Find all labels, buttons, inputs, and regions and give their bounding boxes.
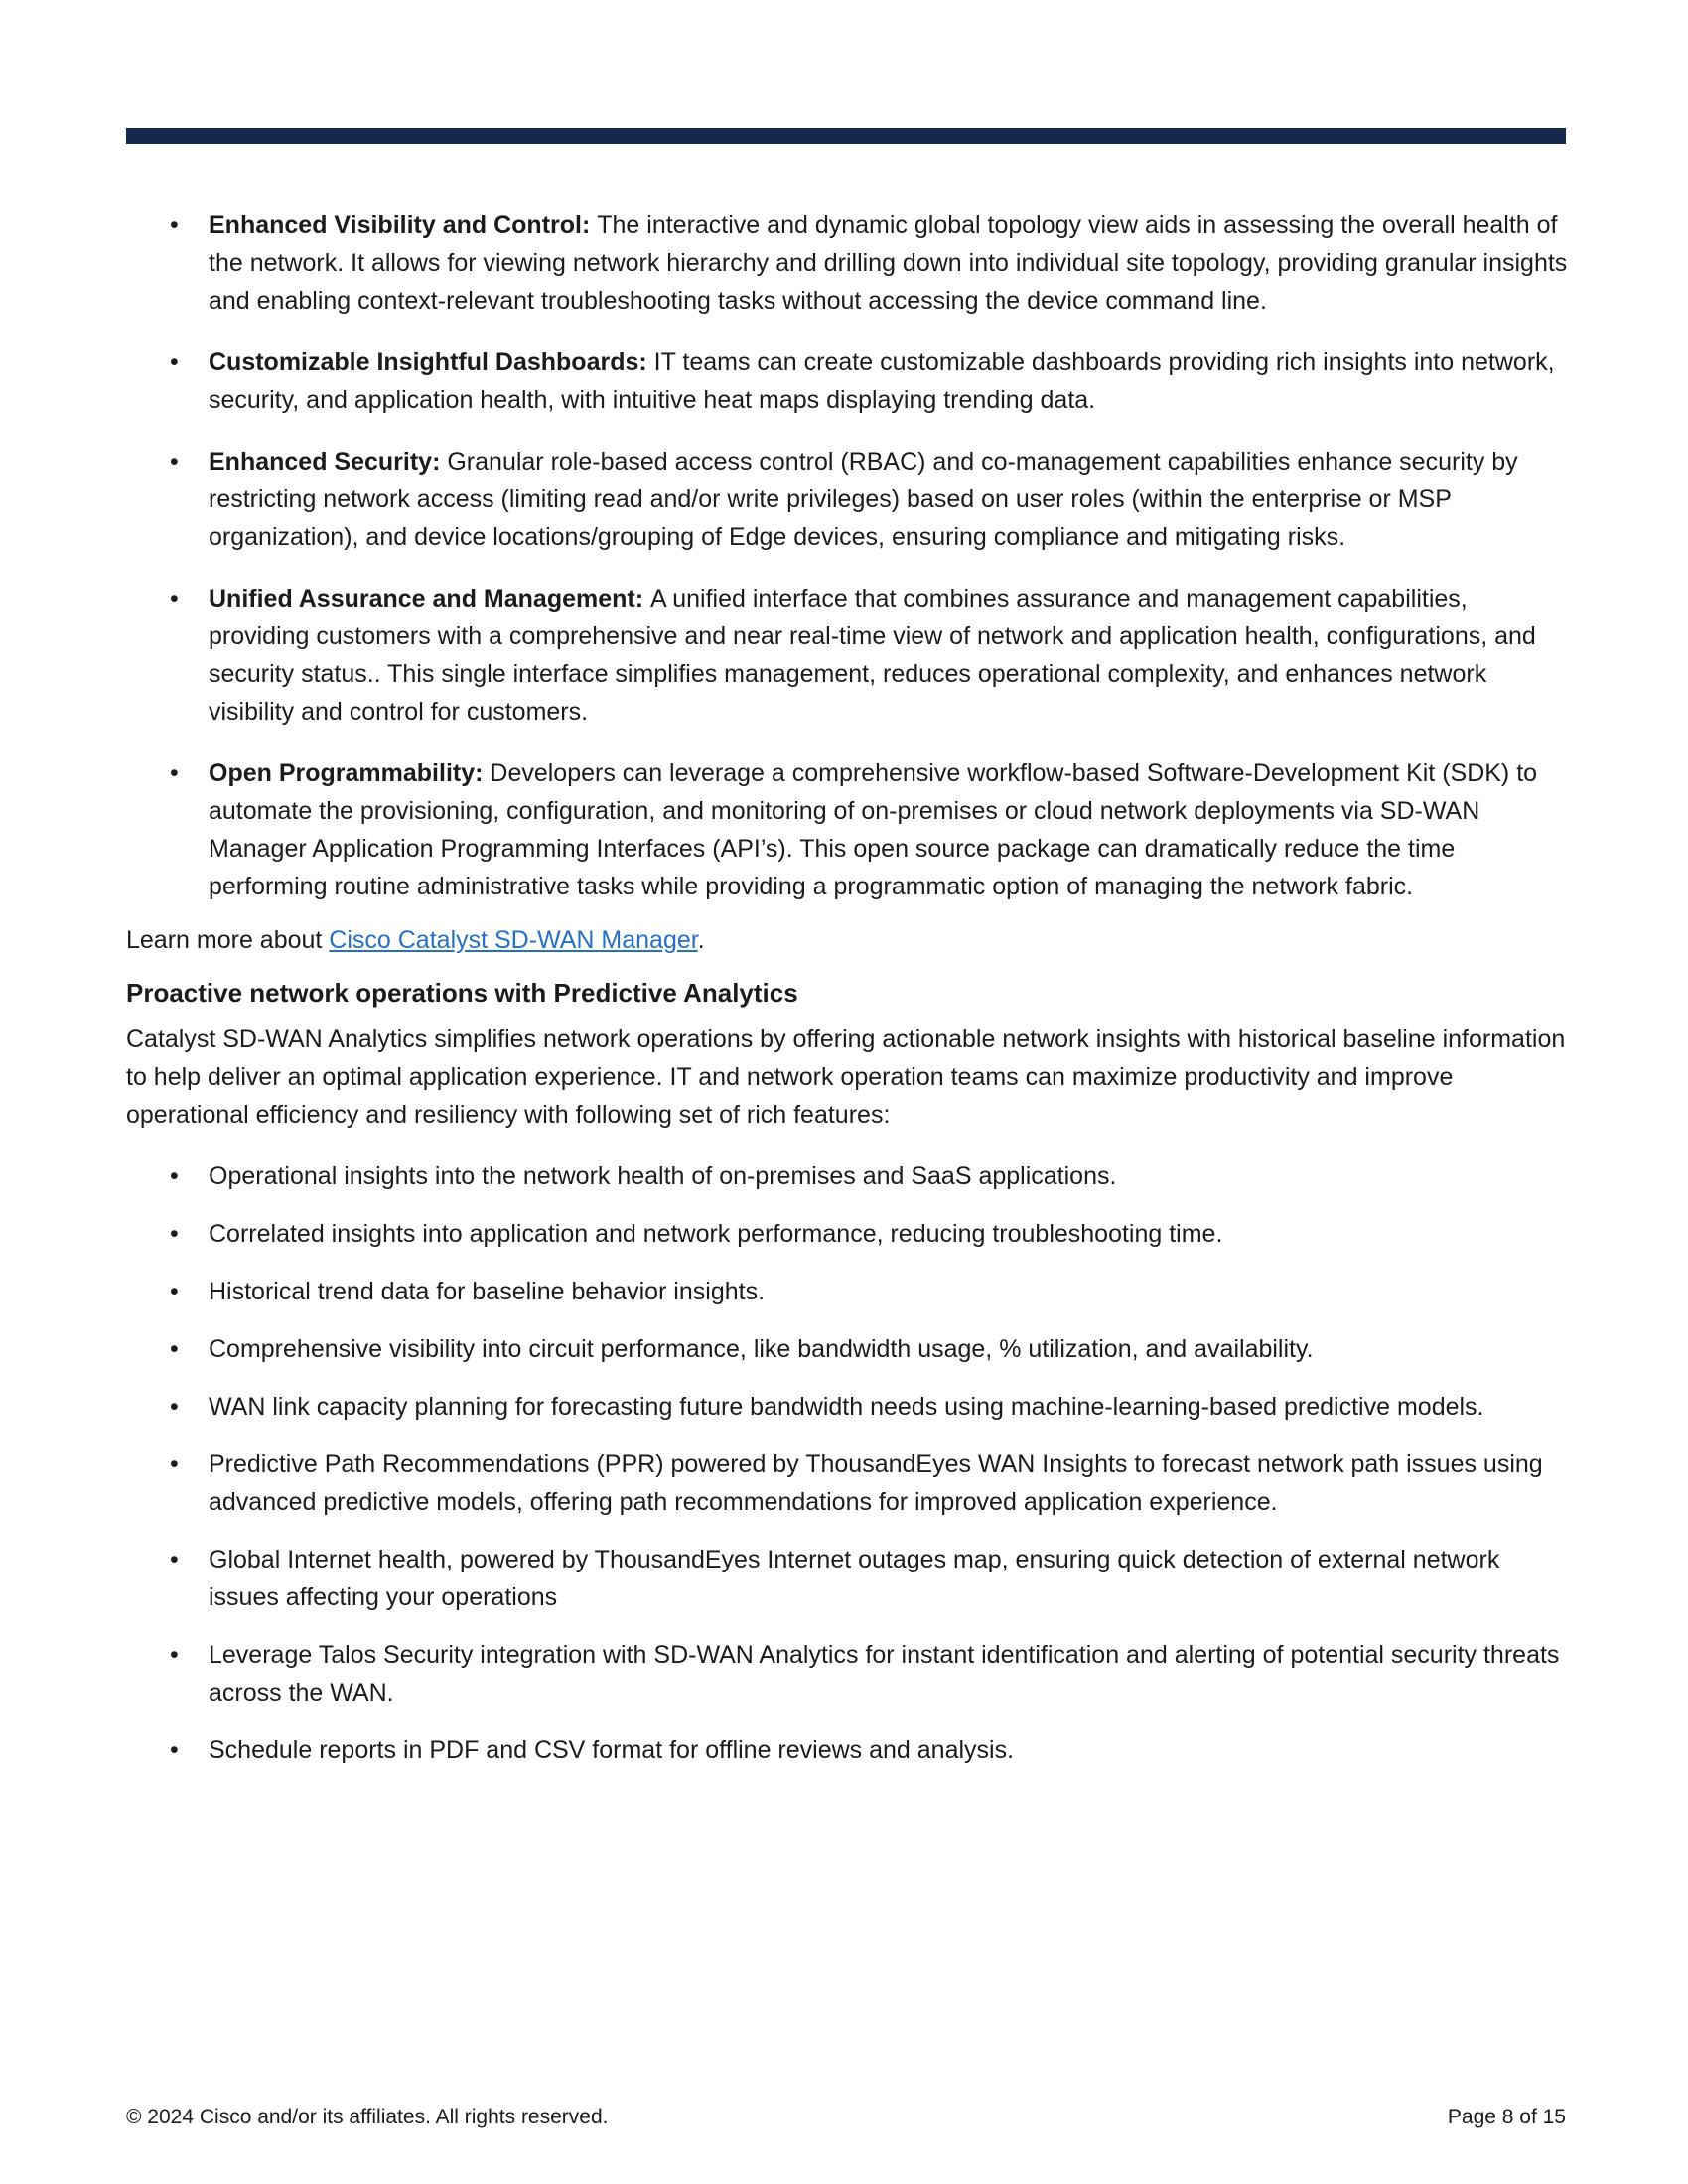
bullet-icon: •: [170, 1162, 179, 1190]
feature-text: A unified interface that combines assurance and management capabilities, providing customers with a comprehensive and near real-time view of network and application health, configurations, and security status.. This single interface simplifies management, reduces operational complexity, and enhances network visibility and control for customers.: [209, 585, 1536, 726]
bullet-icon: •: [170, 1641, 179, 1669]
feature-text: The interactive and dynamic global topology view aids in assessing the overall health of the network. It allows for viewing network hierarchy and drilling down into individual site topology, providing granular insights and enabling context-relevant troubleshooting tasks without accessing the device command line.: [209, 211, 1568, 315]
analytics-text: Operational insights into the network health of on-premises and SaaS applications.: [209, 1162, 1117, 1190]
sdwan-manager-link[interactable]: Cisco Catalyst SD-WAN Manager: [329, 926, 698, 954]
features-list: [126, 206, 1568, 905]
analytics-item: [126, 1388, 1568, 1426]
analytics-item: [126, 1541, 1568, 1616]
page-footer: [126, 2105, 1566, 2130]
analytics-item: [126, 1445, 1568, 1521]
feature-lead: Enhanced Visibility and Control:: [209, 211, 598, 239]
analytics-item: [126, 1215, 1568, 1253]
feature-lead: Customizable Insightful Dashboards:: [209, 348, 654, 376]
feature-item: [126, 206, 1568, 320]
feature-text: IT teams can create customizable dashboards providing rich insights into network, security, and application health, with intuitive heat maps displaying trending data.: [209, 348, 1555, 414]
feature-item: [126, 343, 1568, 419]
feature-lead: Open Programmability:: [209, 759, 491, 787]
analytics-item: [126, 1636, 1568, 1711]
bullet-icon: •: [170, 759, 179, 787]
section-heading: Proactive network operations with Predictive Analytics: [126, 978, 798, 1008]
analytics-text: Global Internet health, powered by ThousandEyes Internet outages map, ensuring quick detection of external network issues affecting your operations: [209, 1546, 1500, 1611]
header-rule: [126, 128, 1566, 144]
feature-item: [126, 443, 1568, 556]
bullet-icon: •: [170, 211, 179, 239]
analytics-item: [126, 1330, 1568, 1368]
page-content: [126, 206, 1568, 1789]
bullet-icon: •: [170, 1278, 179, 1305]
bullet-icon: •: [170, 585, 179, 613]
bullet-icon: •: [170, 1450, 179, 1478]
analytics-text: Leverage Talos Security integration with SD-WAN Analytics for instant identification and alerting of potential security threats across the WAN.: [209, 1641, 1560, 1706]
analytics-text: Comprehensive visibility into circuit performance, like bandwidth usage, % utilization, and availability.: [209, 1335, 1314, 1363]
analytics-item: [126, 1273, 1568, 1310]
feature-lead: Unified Assurance and Management:: [209, 585, 650, 613]
analytics-text: Predictive Path Recommendations (PPR) powered by ThousandEyes WAN Insights to forecast network path issues using advanced predictive models, offering path recommendations for improved application experience.: [209, 1450, 1543, 1516]
analytics-text: Correlated insights into application and network performance, reducing troubleshooting time.: [209, 1220, 1223, 1248]
bullet-icon: •: [170, 1335, 179, 1363]
bullet-icon: •: [170, 348, 179, 376]
learn-more-prefix: Learn more about: [126, 926, 330, 954]
analytics-item: [126, 1158, 1568, 1195]
bullet-icon: •: [170, 1546, 179, 1573]
analytics-text: WAN link capacity planning for forecasting future bandwidth needs using machine-learning-based predictive models.: [209, 1393, 1484, 1421]
analytics-item: [126, 1731, 1568, 1769]
bullet-icon: •: [170, 1220, 179, 1248]
learn-more-line: [126, 921, 1568, 959]
feature-text: Developers can leverage a comprehensive workflow-based Software-Development Kit (SDK) to automate the provisioning, configuration, and monitoring of on-premises or cloud network deployments via SD-WAN Manager Application Programming Interfaces (API’s). This open source package can dramatically reduce the time performing routine administrative tasks while providing a programmatic option of managing the network fabric.: [209, 759, 1538, 900]
bullet-icon: •: [170, 448, 179, 476]
bullet-icon: •: [170, 1736, 179, 1764]
analytics-features-list: [126, 1158, 1568, 1769]
bullet-icon: •: [170, 1393, 179, 1421]
copyright-text: © 2024 Cisco and/or its affiliates. All rights reserved.: [126, 2106, 609, 2128]
page-number: Page 8 of 15: [1447, 2106, 1566, 2128]
feature-text: Granular role-based access control (RBAC) and co-management capabilities enhance security by restricting network access (limiting read and/or write privileges) based on user roles (within the enterprise or MSP organization), and device locations/grouping of Edge devices, ensuring compliance and mitigating risks.: [209, 448, 1518, 551]
feature-item: [126, 580, 1568, 731]
section-intro: Catalyst SD-WAN Analytics simplifies network operations by offering actionable network insights with historical baseline information to help deliver an optimal application experience. IT and network operation teams can maximize productivity and improve operational efficiency and resiliency with following set of rich features:: [126, 1025, 1566, 1129]
analytics-text: Historical trend data for baseline behavior insights.: [209, 1278, 766, 1305]
analytics-text: Schedule reports in PDF and CSV format for offline reviews and analysis.: [209, 1736, 1015, 1764]
feature-lead: Enhanced Security:: [209, 448, 448, 476]
feature-item: [126, 754, 1568, 905]
learn-more-suffix: .: [697, 926, 705, 954]
